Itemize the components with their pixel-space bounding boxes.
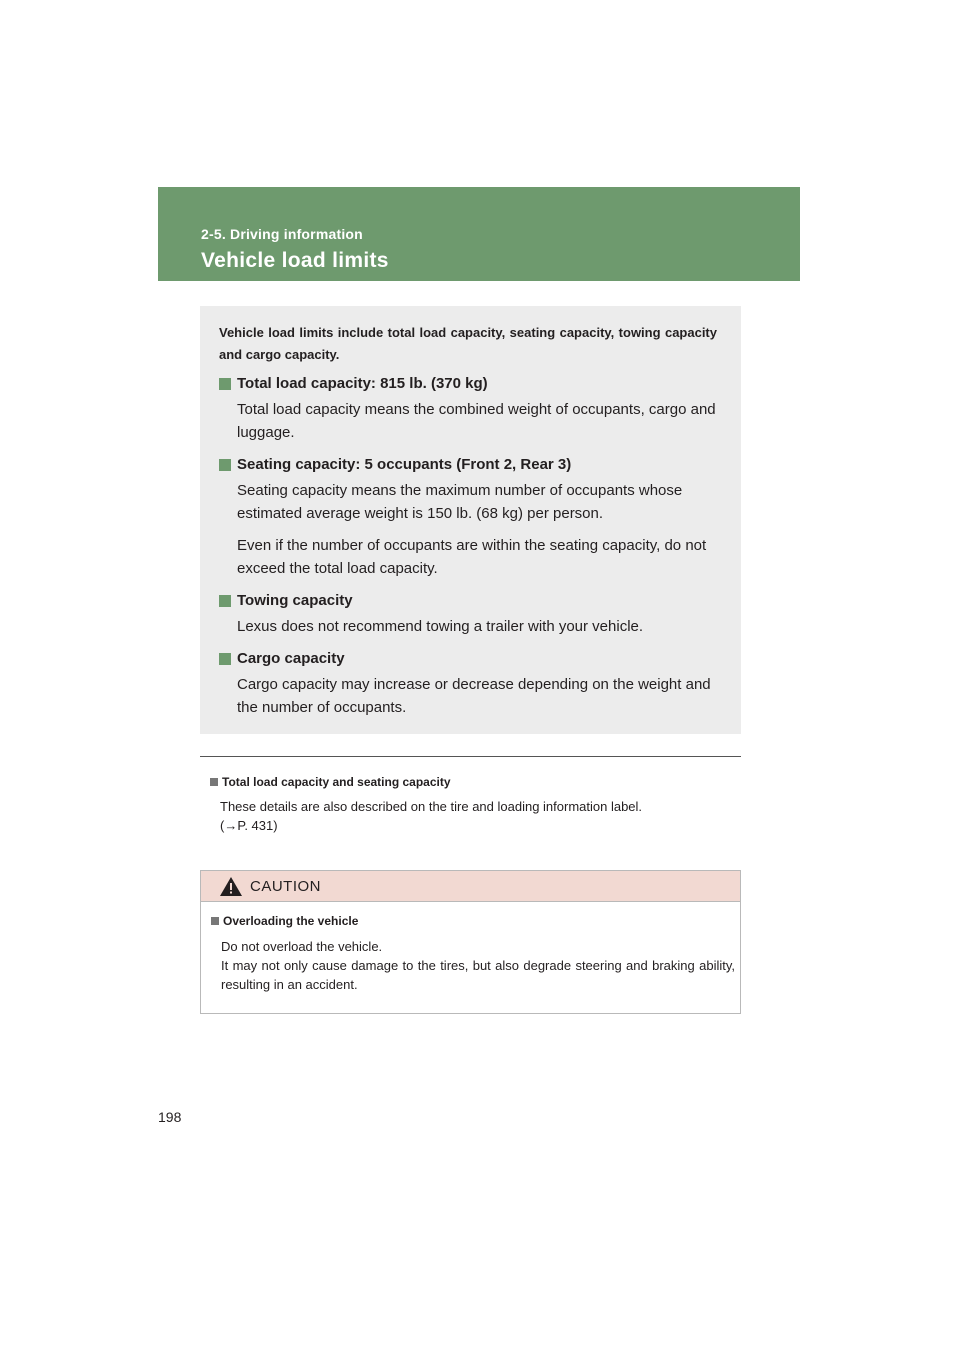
item-heading-text: Seating capacity: 5 occupants (Front 2, Rear 3) <box>237 456 572 473</box>
note-heading-text: Total load capacity and seating capacity <box>222 775 451 789</box>
page-title: Vehicle load limits <box>201 249 389 272</box>
item-paragraph: Seating capacity means the maximum number of occupants whose estimated average weight is 150 lb. (68 kg) per person. <box>237 482 683 522</box>
bullet-square-icon <box>219 595 231 607</box>
note-text: These details are also described on the tire and loading information label. <box>220 799 643 814</box>
section-header-band <box>158 187 800 281</box>
caution-header <box>201 871 740 902</box>
caution-line: Do not overload the vehicle. <box>221 939 383 954</box>
item-heading-text: Cargo capacity <box>237 650 345 667</box>
caution-text <box>221 937 735 994</box>
item-body <box>237 673 724 719</box>
item-body <box>237 398 724 444</box>
intro-text: Vehicle load limits include total load capacity, seating capacity, towing capacity and cargo capacity. <box>219 325 717 362</box>
bullet-square-icon <box>219 653 231 665</box>
item-body <box>237 615 724 638</box>
item-cargo-capacity <box>219 649 724 719</box>
item-heading-text: Total load capacity: 815 lb. (370 kg) <box>237 375 488 392</box>
item-total-load-capacity <box>219 374 724 444</box>
summary-box <box>200 306 741 734</box>
bullet-square-icon <box>210 778 218 786</box>
caution-label: CAUTION <box>250 877 321 895</box>
note-heading <box>210 775 730 789</box>
item-paragraph: Cargo capacity may increase or decrease depending on the weight and the number of occupants. <box>237 676 711 716</box>
item-heading <box>219 649 724 669</box>
section-label: 2-5. Driving information <box>201 226 363 242</box>
page-reference-link[interactable]: (→P. 431) <box>220 818 278 833</box>
item-seating-capacity <box>219 455 724 580</box>
caution-heading <box>211 914 735 928</box>
caution-box <box>200 870 741 1014</box>
caution-body <box>211 914 735 994</box>
divider <box>200 756 741 757</box>
bullet-square-icon <box>219 378 231 390</box>
note-section <box>210 775 730 835</box>
item-heading-text: Towing capacity <box>237 592 353 609</box>
page-number: 198 <box>158 1109 182 1125</box>
warning-triangle-icon <box>219 876 243 897</box>
caution-heading-text: Overloading the vehicle <box>223 914 359 928</box>
item-paragraph: Total load capacity means the combined weight of occupants, cargo and luggage. <box>237 401 716 441</box>
item-paragraph: Lexus does not recommend towing a trailer with your vehicle. <box>237 618 644 635</box>
item-heading <box>219 455 724 475</box>
item-body <box>237 479 724 580</box>
item-heading <box>219 374 724 394</box>
item-paragraph: Even if the number of occupants are within the seating capacity, do not exceed the total load capacity. <box>237 537 707 577</box>
item-heading <box>219 591 724 611</box>
item-towing-capacity <box>219 591 724 638</box>
note-body <box>220 797 730 835</box>
bullet-square-icon <box>211 917 219 925</box>
caution-line: It may not only cause damage to the tires, but also degrade steering and braking ability, resulting in an accident. <box>221 958 735 992</box>
bullet-square-icon <box>219 459 231 471</box>
